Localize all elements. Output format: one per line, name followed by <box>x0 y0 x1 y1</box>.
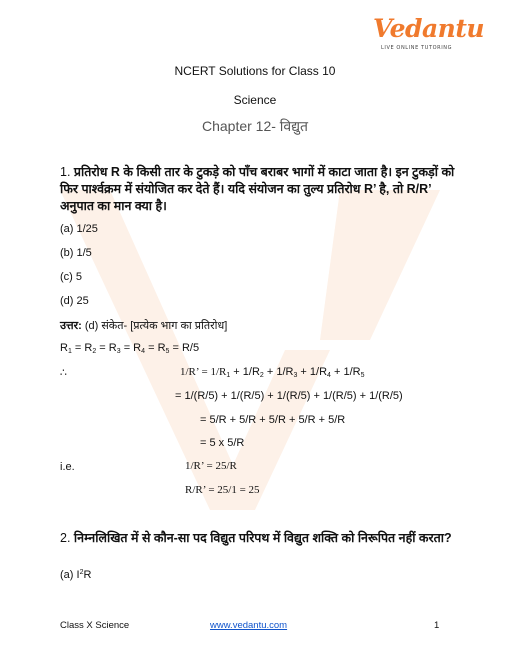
answer-text: (d) संकेत- [प्रत्येक भाग का प्रतिरोध] <box>81 320 228 332</box>
equation-6: R/R’ = 25/1 = 25 <box>185 484 260 496</box>
logo-tagline: LIVE ONLINE TUTORING <box>381 45 453 51</box>
question-1-text: प्रतिरोध R के किसी तार के टुकड़े को पाँच बराबर भागों में काटा जाता है। इन टुकड़ों को फिर पार्श्वक्रम में संयोजित कर देते हैं। यदि संयोजन का तुल्य प्रतिरोध R’ है, तो R/R’ अनुपात का मान क्या है। <box>60 165 455 213</box>
resistor-equality: $R_1 = R_2 = R_3 = R_4 = R_5 = R/5$ <box>60 342 200 355</box>
document-title: NCERT Solutions for Class 10 <box>174 64 336 78</box>
answer-line <box>60 318 227 333</box>
footer-website-link[interactable]: www.vedantu.com <box>210 620 288 631</box>
equation-3: = 5/R + 5/R + 5/R + 5/R + 5/R <box>200 414 346 426</box>
equation-1: 1/R’ = $1/R_1 + 1/R_2 + 1/R_3 + 1/R_4 + 1/R_5$ <box>180 366 365 379</box>
answer-label: उत्तर: <box>60 320 82 332</box>
subject-title: Science <box>233 93 277 107</box>
question-2 <box>60 530 455 547</box>
footer-left-text: Class X Science <box>60 620 130 631</box>
vedantu-logo[interactable] <box>373 14 483 54</box>
option-c: (c) 5 <box>60 271 82 283</box>
equation-5: 1/R’ = 25/R <box>185 460 237 472</box>
question-2-number: 2. <box>60 531 71 545</box>
logo-wordmark: Vedantu <box>373 14 485 43</box>
question-2-text: निम्नलिखित में से कौन-सा पद विद्युत परिपथ में विद्युत शक्ति को निरूपित नहीं करता? <box>73 531 452 545</box>
option-d: (d) 25 <box>60 295 89 307</box>
option-b: (b) 1/5 <box>60 247 92 259</box>
q2-option-a: (a) $I^2R$ <box>60 569 92 581</box>
ie-label: i.e. <box>60 461 75 473</box>
option-a: (a) 1/25 <box>60 223 98 235</box>
equation-4: = 5 x 5/R <box>200 437 245 449</box>
therefore-symbol: ∴ <box>60 367 67 379</box>
equation-2: = 1/(R/5) + 1/(R/5) + 1/(R/5) + 1/(R/5) + 1/(R/5) <box>175 390 403 402</box>
question-1 <box>60 164 455 215</box>
question-1-number: 1. <box>60 165 71 179</box>
page-number: 1 <box>434 620 440 631</box>
chapter-title: Chapter 12- विद्युत <box>201 118 309 134</box>
